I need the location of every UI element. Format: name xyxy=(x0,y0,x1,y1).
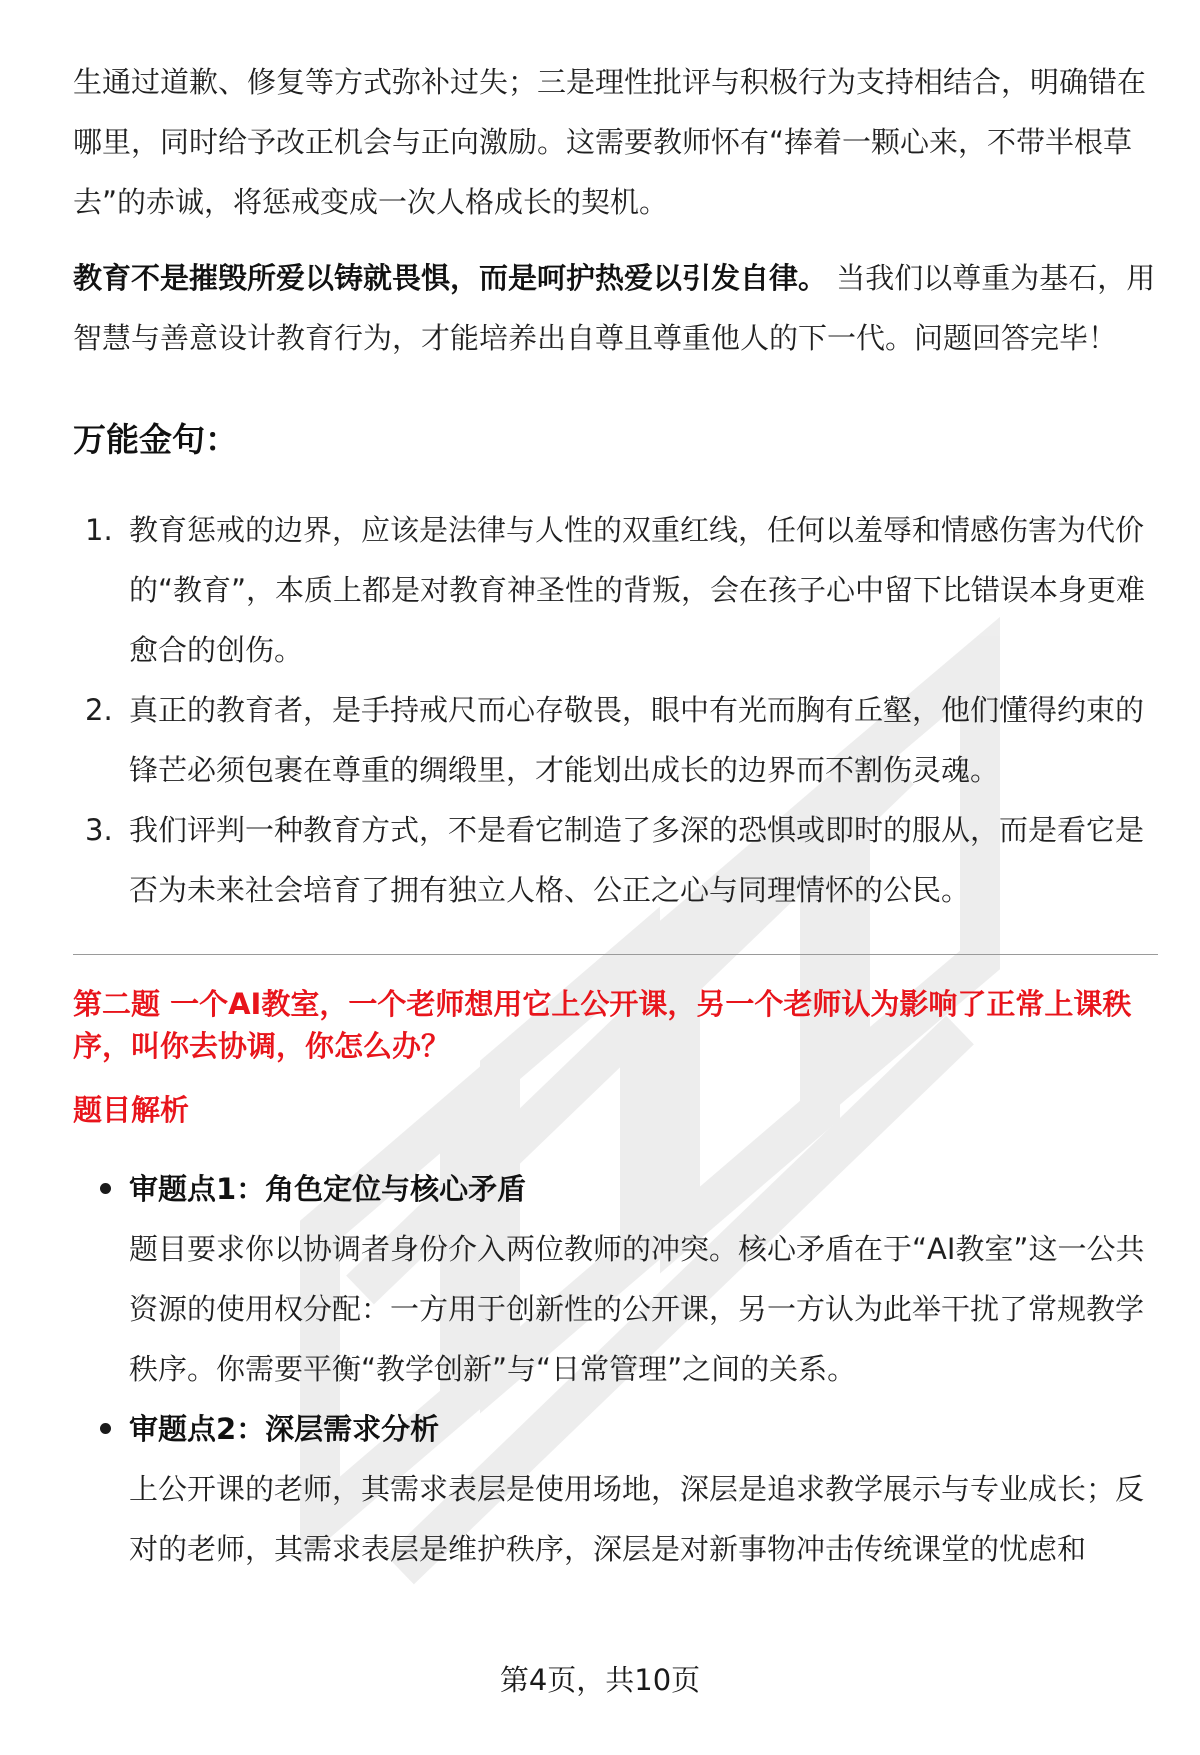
bullet-icon xyxy=(100,1423,111,1434)
list-item-text: 教育惩戒的边界，应该是法律与人性的双重红线，任何以羞辱和情感伤害为代价的“教育”，本质上都是对教育神圣性的背叛，会在孩子心中留下比错误本身更难愈合的创伤。 xyxy=(129,513,1146,667)
conclusion-bold-sentence: 教育不是摧毁所爱以铸就畏惧，而是呵护热爱以引发自律。 xyxy=(73,261,828,295)
page-number-footer: 第4页，共10页 xyxy=(499,1663,701,1697)
list-item xyxy=(73,1399,1158,1579)
section-divider xyxy=(73,954,1158,955)
golden-quotes-list xyxy=(73,500,1158,920)
conclusion-rest: 当我们以尊重为基石，用智慧与善意设计教育行为，才能培养出自尊且尊重他人的下一代。问题回答完毕！ xyxy=(73,261,1156,355)
analysis-points-list xyxy=(73,1159,1158,1579)
list-item-number: 2. xyxy=(85,693,113,727)
paragraph-conclusion xyxy=(73,248,1158,368)
list-item xyxy=(73,680,1158,800)
list-item-number: 3. xyxy=(85,813,113,847)
list-item xyxy=(73,500,1158,680)
question-title: 第二题 一个AI教室，一个老师想用它上公开课，另一个老师认为影响了正常上课秩序，叫你去协调，你怎么办？ xyxy=(73,987,1132,1063)
point-title: 审题点1：角色定位与核心矛盾 xyxy=(129,1172,527,1206)
list-item-number: 1. xyxy=(85,513,113,547)
list-item xyxy=(73,1159,1158,1399)
document-body xyxy=(73,52,1158,1579)
paragraph-continuation: 生通过道歉、修复等方式弥补过失；三是理性批评与积极行为支持相结合，明确错在哪里，同时给予改正机会与正向激励。这需要教师怀有“捧着一颗心来，不带半根草去”的赤诚，将惩戒变成一次人格成长的契机。 xyxy=(73,65,1147,219)
list-item-text: 真正的教育者，是手持戒尺而心存敬畏，眼中有光而胸有丘壑，他们懂得约束的锋芒必须包裹在尊重的绸缎里，才能划出成长的边界而不割伤灵魂。 xyxy=(129,693,1145,787)
golden-quotes-heading: 万能金句： xyxy=(73,420,238,459)
point-body: 上公开课的老师，其需求表层是使用场地，深层是追求教学展示与专业成长；反对的老师，其需求表层是维护秩序，深层是对新事物冲击传统课堂的忧虑和 xyxy=(129,1472,1145,1566)
point-title: 审题点2：深层需求分析 xyxy=(129,1412,440,1446)
list-item xyxy=(73,800,1158,920)
analysis-heading: 题目解析 xyxy=(73,1093,190,1127)
point-body: 题目要求你以协调者身份介入两位教师的冲突。核心矛盾在于“AI教室”这一公共资源的使用权分配：一方用于创新性的公开课，另一方认为此举干扰了常规教学秩序。你需要平衡“教学创新”与“日常管理”之间的关系。 xyxy=(129,1232,1145,1386)
bullet-icon xyxy=(100,1183,111,1194)
list-item-text: 我们评判一种教育方式，不是看它制造了多深的恐惧或即时的服从，而是看它是否为未来社会培育了拥有独立人格、公正之心与同理情怀的公民。 xyxy=(129,813,1145,907)
